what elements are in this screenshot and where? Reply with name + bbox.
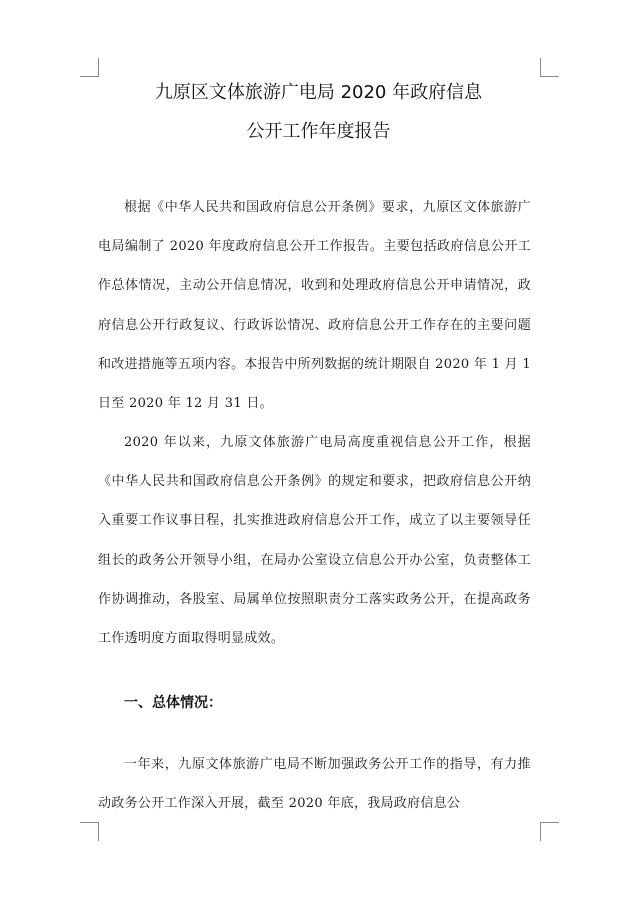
section-heading: 一、总体情况：: [124, 695, 222, 711]
crop-mark-bottom-left: [80, 822, 99, 841]
crop-mark-top-right: [540, 58, 559, 77]
crop-mark-top-left: [80, 58, 99, 77]
section-paragraph: 一年来，九原文体旅游广电局不断加强政务公开工作的指导，有力推动政务公开工作深入开展，截至 2020 年底，我局政府信息公: [98, 757, 531, 812]
body-paragraph-1: 根据《中华人民共和国政府信息公开条例》要求，九原区文体旅游广电局编制了 2020 年度政府信息公开工作报告。主要包括政府信息公开工作总体情况，主动公开信息情况，收到和处理政府信息公开申请情况，政府信息公开行政复议、行政诉讼情况、政府信息公开工作存在的主要问题和改进措施等五项内容。本报告中所列数据的统计期限自 2020 年 1 月 1 日至 2020 年 12 月 31 日。: [98, 200, 531, 412]
document-title-line-2: 公开工作年度报告: [246, 121, 391, 142]
document-title-line-1: 九原区文体旅游广电局 2020 年政府信息: [154, 82, 483, 103]
crop-mark-bottom-right: [540, 822, 559, 841]
body-paragraph-2: 2020 年以来，九原文体旅游广电局高度重视信息公开工作，根据《中华人民共和国政府信息公开条例》的规定和要求，把政府信息公开纳入重要工作议事日程，扎实推进政府信息公开工作，成立了以主要领导任组长的政务公开领导小组，在局办公室设立信息公开办公室，负责整体工作协调推动，各股室、局属单位按照职责分工落实政务公开，在提高政务工作透明度方面取得明显成效。: [98, 435, 531, 647]
